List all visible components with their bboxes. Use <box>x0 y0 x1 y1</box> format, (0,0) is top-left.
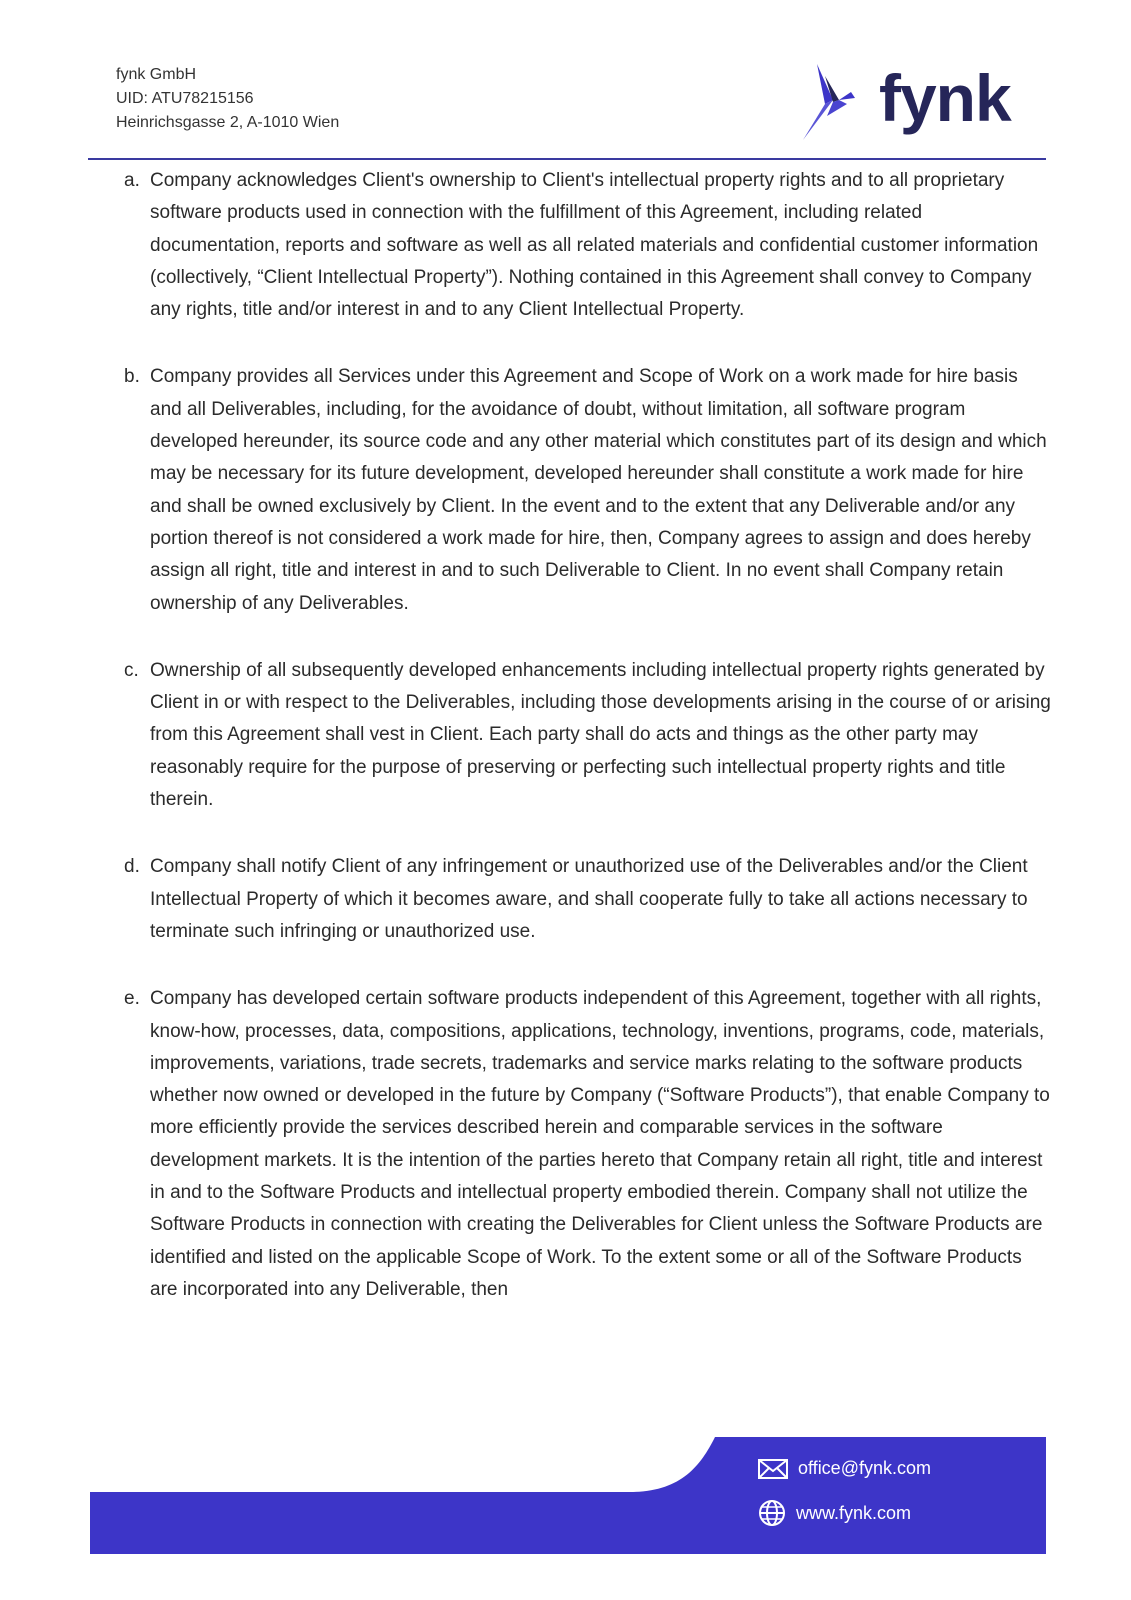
company-name: fynk GmbH <box>116 66 197 83</box>
globe-icon <box>758 1499 786 1527</box>
clause-item <box>124 165 1054 326</box>
clause-letter: c. <box>124 659 139 681</box>
email-text: office@fynk.com <box>798 1458 931 1478</box>
envelope-icon <box>758 1459 788 1479</box>
clause-letter: a. <box>124 170 140 191</box>
clause-item <box>124 361 1054 619</box>
clause-text: Ownership of all subsequently developed enhancements including intellectual property rights generated by Client in or with respect to the Deliverables, including those developments arising in the course of or arising from this Agreement shall vest in Client. Each party shall do acts and things as the other party may reasonably require for the purpose of preserving or perfecting such intellectual property rights and title therein. <box>150 659 1051 811</box>
logo-text: fynk <box>879 61 1011 135</box>
header-divider <box>88 158 1046 160</box>
footer-email[interactable] <box>758 1458 931 1479</box>
footer-wave-shape <box>90 1437 1046 1554</box>
clause-text: Company has developed certain software products independent of this Agreement, together with all rights, know-how, processes, data, compositions, applications, technology, inventions, programs, code, materials, improvements, variations, trade secrets, trademarks and service marks relating to the software products whether now owned or developed in the future by Company (“Software Products”), that enable Company to more efficiently provide the services described herein and comparable services in the software development markets. It is the intention of the parties hereto that Company retain all right, title and interest in and to the Software Products and intellectual property embodied therein. Company shall not utilize the Software Products in connection with creating the Deliverables for Client unless the Software Products are identified and listed on the applicable Scope of Work. To the extent some or all of the Software Products are incorporated into any Deliverable, then <box>150 988 1050 1300</box>
footer-banner <box>90 1437 1046 1554</box>
clause-letter: e. <box>124 988 140 1010</box>
website-text: www.fynk.com <box>796 1502 912 1523</box>
clause-letter: b. <box>124 366 140 388</box>
clause-item <box>124 983 1054 1306</box>
clause-list <box>124 165 1054 1341</box>
bird-logo-icon <box>803 64 875 140</box>
company-info <box>116 63 339 135</box>
clause-item <box>124 851 1054 948</box>
clause-item <box>124 655 1054 816</box>
clause-text: Company shall notify Client of any infringement or unauthorized use of the Deliverables and/or the Client Intellectual Property of which it becomes aware, and shall cooperate fully to take all actions necessary to terminate such infringing or unauthorized use. <box>150 856 1028 942</box>
fynk-logo <box>803 62 1013 142</box>
footer-website[interactable] <box>758 1499 911 1527</box>
clause-text: Company acknowledges Client's ownership to Client's intellectual property rights and to all proprietary software products used in connection with the fulfillment of this Agreement, including related documentation, reports and software as well as all related materials and confidential customer information (collectively, “Client Intellectual Property”). Nothing contained in this Agreement shall convey to Company any rights, title and/or interest in and to any Client Intellectual Property. <box>150 170 1039 321</box>
clause-letter: d. <box>124 856 140 878</box>
clause-text: Company provides all Services under this Agreement and Scope of Work on a work made for hire basis and all Deliverables, including, for the avoidance of doubt, without limitation, all software program developed hereunder, its source code and any other material which constitutes part of its design and which may be necessary for its future development, developed hereunder shall constitute a work made for hire and shall be owned exclusively by Client. In the event and to the extent that any Deliverable and/or any portion thereof is not considered a work made for hire, then, Company agrees to assign and does hereby assign all right, title and interest in and to such Deliverable to Client. In no event shall Company retain ownership of any Deliverables. <box>150 366 1047 614</box>
company-address: Heinrichsgasse 2, A-1010 Wien <box>116 114 340 131</box>
company-uid: UID: ATU78215156 <box>116 90 254 107</box>
